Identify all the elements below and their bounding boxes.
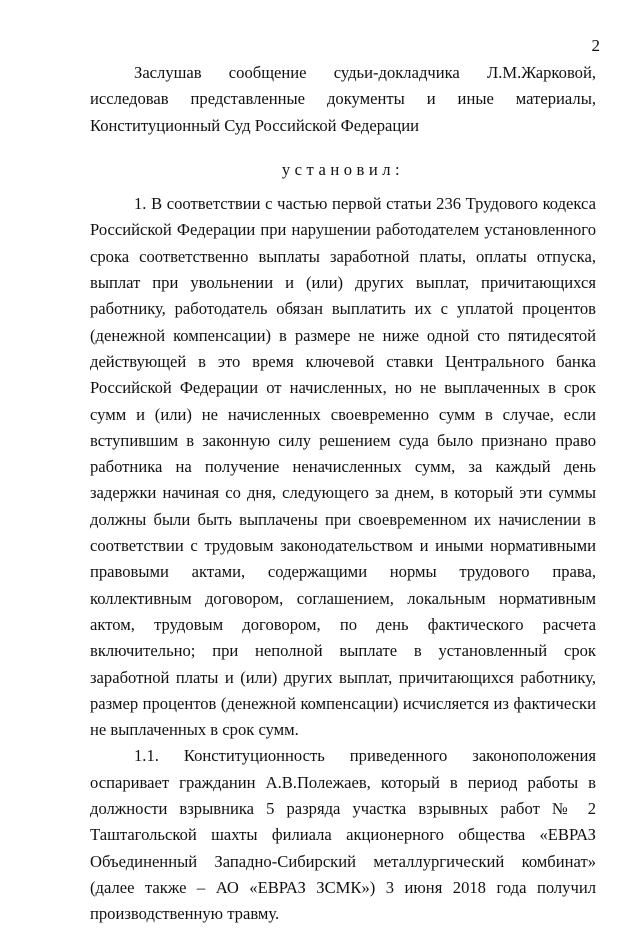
paragraph-1: 1. В соответствии с частью первой статьи 236 Трудового кодекса Российской Федерации при нарушении работодателем установленного срока соответственно выплаты заработной платы, оплаты отпуска, выплат при увольнении и (или) других выплат, причитающихся работнику, работодатель обязан выплатить их с уплатой процентов (денежной компенсации) в размере не ниже одной сто пятидесятой действующей в это время ключевой ставки Центрального банка Российской Федерации от начисленных, но не выплаченных в срок сумм и (или) не начисленных своевременно сумм в случае, если вступившим в законную силу решением суда было признано право работника на получение неначисленных сумм, за каждый день задержки начиная со дня, следующего за днем, в который эти суммы должны были быть выплачены при своевременном их начислении в соответствии с трудовым законодательством и иными нормативными правовыми актами, содержащими нормы трудового права, коллективным договором, соглашением, локальным нормативным актом, трудовым договором, по день фактического расчета включительно; при неполной выплате в установленный срок заработной платы и (или) других выплат, причитающихся работнику, размер процентов (денежной компенсации) исчисляется из фактически не выплаченных в срок сумм. <box>90 194 596 740</box>
section-heading: установил: <box>281 159 405 179</box>
document-body <box>90 60 596 928</box>
paragraph-1-1: 1.1. Конституционность приведенного законоположения оспаривает гражданин А.В.Полежаев, который в период работы в должности взрывника 5 разряда участка взрывных работ № 2 Таштагольской шахты филиала акционерного общества «ЕВРАЗ Объединенный Западно-Сибирский металлургический комбинат» (далее также – АО «ЕВРАЗ ЗСМК») 3 июня 2018 года получил производственную травму. <box>90 746 596 924</box>
page-number: 2 <box>591 36 600 55</box>
intro-paragraph: Заслушав сообщение судьи-докладчика Л.М.Жарковой, исследовав представленные документы и иные материалы, Конституционный Суд Российской Федерации <box>90 63 596 135</box>
